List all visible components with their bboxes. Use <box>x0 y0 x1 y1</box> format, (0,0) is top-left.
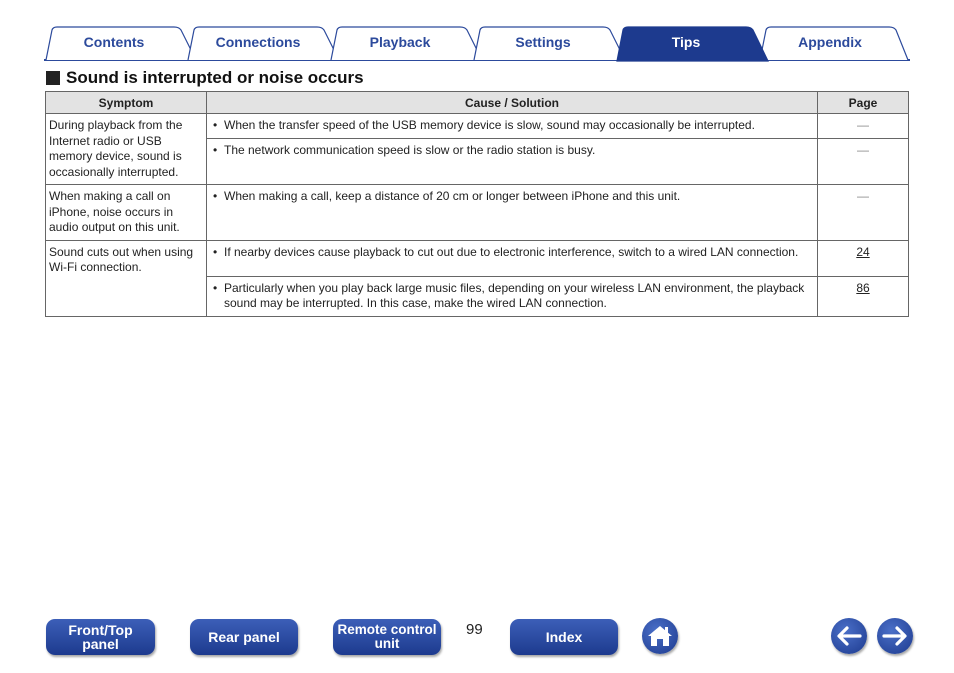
page-cell: — <box>818 138 909 184</box>
header-page: Page <box>818 92 909 114</box>
cause-text: The network communication speed is slow or the radio station is busy. <box>224 142 596 157</box>
cause-text: Particularly when you play back large music files, depending on your wireless LAN environment, the playback sound may be interrupted. In this case, make the wired LAN connection. <box>224 280 805 310</box>
remote-label-line2: unit <box>374 636 400 651</box>
index-button[interactable] <box>510 619 618 655</box>
table-row <box>46 114 909 139</box>
remote-control-unit-button[interactable] <box>333 619 441 655</box>
remote-label-line1: Remote control <box>337 622 437 637</box>
table-header-row <box>46 92 909 114</box>
section-heading <box>46 68 364 88</box>
page-link-86[interactable]: 86 <box>856 280 870 295</box>
home-icon <box>647 624 673 648</box>
tab-tips[interactable]: Tips <box>671 34 701 50</box>
arrow-left-icon <box>836 626 862 646</box>
header-symptom: Symptom <box>46 92 207 114</box>
cause-cell <box>207 138 818 184</box>
arrow-right-icon <box>882 626 908 646</box>
cause-cell <box>207 240 818 276</box>
cause-text: If nearby devices cause playback to cut out due to electronic interference, switch to a wired LAN connection. <box>224 244 799 259</box>
home-button[interactable] <box>642 618 678 654</box>
cause-cell <box>207 185 818 241</box>
front-top-panel-button[interactable] <box>46 619 155 655</box>
square-bullet-icon <box>46 71 60 85</box>
rear-panel-button[interactable] <box>190 619 298 655</box>
page-cell: — <box>818 185 909 241</box>
bullet-icon: • <box>213 142 218 157</box>
table-row <box>46 240 909 276</box>
front-top-label-line2: panel <box>82 636 119 652</box>
index-label: Index <box>545 629 583 645</box>
bullet-icon: • <box>213 118 218 132</box>
cause-text: When the transfer speed of the USB memory device is slow, sound may occasionally be interrupted. <box>224 118 755 132</box>
bullet-icon: • <box>213 280 218 295</box>
rear-panel-label: Rear panel <box>208 629 280 645</box>
tab-appendix[interactable]: Appendix <box>798 34 862 50</box>
forward-button[interactable] <box>877 618 913 654</box>
cause-text: When making a call, keep a distance of 20 cm or longer between iPhone and this unit. <box>224 189 681 203</box>
bullet-icon: • <box>213 244 218 259</box>
bullet-icon: • <box>213 189 218 203</box>
cause-cell <box>207 114 818 139</box>
cause-cell <box>207 276 818 316</box>
page-cell <box>818 240 909 276</box>
header-cause: Cause / Solution <box>207 92 818 114</box>
page-link-24[interactable]: 24 <box>856 244 870 259</box>
tab-contents[interactable]: Contents <box>83 34 145 50</box>
page-cell: — <box>818 114 909 139</box>
page-cell <box>818 276 909 316</box>
section-title: Sound is interrupted or noise occurs <box>66 68 364 87</box>
tab-settings[interactable]: Settings <box>515 34 571 50</box>
symptom-cell: During playback from the Internet radio or USB memory device, sound is occasionally interrupted. <box>46 114 207 185</box>
tab-playback[interactable]: Playback <box>369 34 431 50</box>
troubleshooting-table <box>45 91 909 317</box>
page-number: 99 <box>466 621 483 638</box>
symptom-cell: When making a call on iPhone, noise occurs in audio output on this unit. <box>46 185 207 241</box>
tab-connections[interactable]: Connections <box>215 34 301 50</box>
table-row <box>46 185 909 241</box>
tab-bar <box>44 26 910 62</box>
symptom-cell: Sound cuts out when using Wi-Fi connection. <box>46 240 207 316</box>
front-top-label-line1: Front/Top <box>68 622 133 638</box>
back-button[interactable] <box>831 618 867 654</box>
